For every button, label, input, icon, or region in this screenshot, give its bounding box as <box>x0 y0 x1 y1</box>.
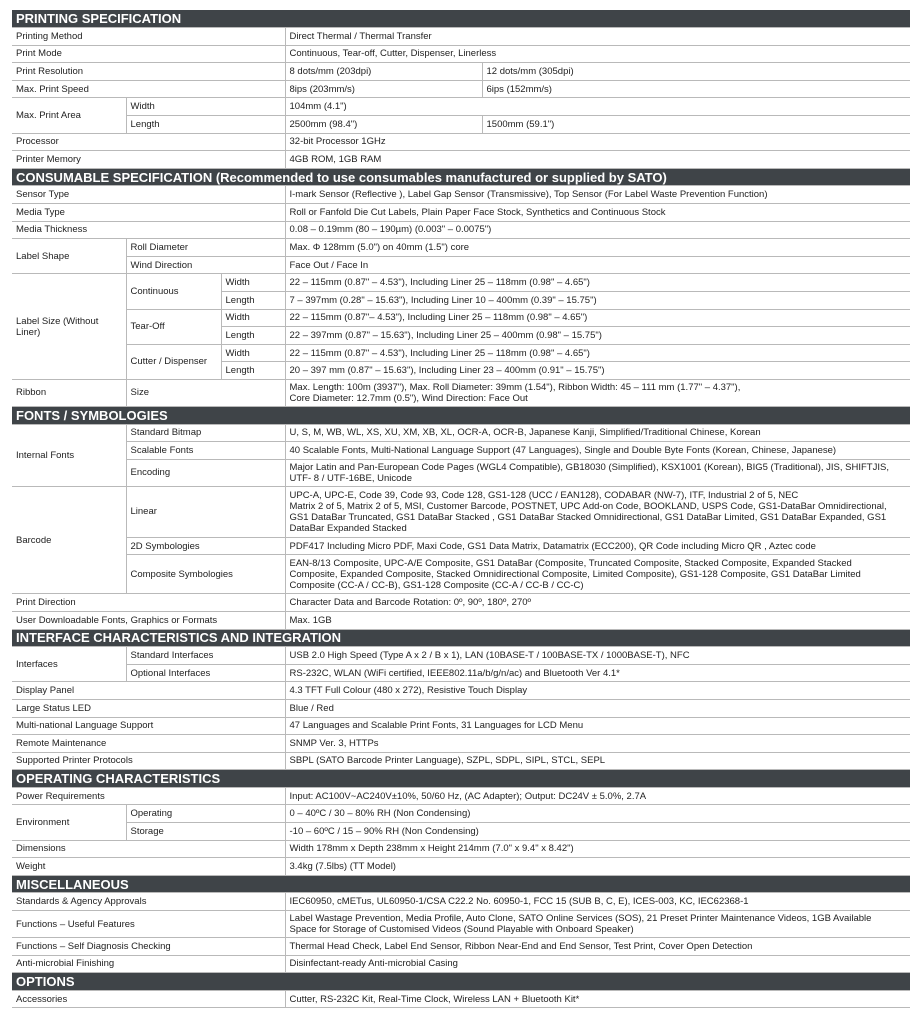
spec-label: Internal Fonts <box>12 424 126 486</box>
spec-value-line: Max. Length: 100m (3937"), Max. Roll Diameter: 39mm (1.54"), Ribbon Width: 45 – 111 mm (1.77" – 4.37"), <box>289 381 741 393</box>
spec-label: Accessories <box>12 990 285 1008</box>
spec-row <box>12 594 910 612</box>
spec-row <box>12 699 910 717</box>
spec-row <box>12 28 910 46</box>
spec-value: Roll or Fanfold Die Cut Labels, Plain Paper Face Stock, Synthetics and Continuous Stock <box>285 204 910 222</box>
spec-label: Print Direction <box>12 594 285 612</box>
section-header-operating: OPERATING CHARACTERISTICS <box>12 770 910 788</box>
spec-label: Label Size (Without Liner) <box>12 274 126 380</box>
spec-value-line: UTF- 8 / UTF-16BE, Unicode <box>289 472 412 484</box>
spec-row <box>12 823 910 841</box>
section-header-printing: PRINTING SPECIFICATION <box>12 10 910 28</box>
spec-row <box>12 858 910 876</box>
spec-row <box>12 555 910 594</box>
spec-sublabel: Composite Symbologies <box>126 555 285 594</box>
spec-label: Max. Print Area <box>12 98 126 133</box>
spec-row <box>12 805 910 823</box>
spec-sublabel: Length <box>221 292 285 310</box>
spec-label: Environment <box>12 805 126 840</box>
spec-label: Supported Printer Protocols <box>12 752 285 770</box>
spec-value-line: GS1 DataBar Truncated, GS1 DataBar Stacked , GS1 DataBar Stacked Omnidirectional, GS1 DataBar Limited, GS1 DataBar Expanded, GS1 <box>289 511 887 523</box>
spec-row <box>12 98 910 116</box>
spec-sublabel: Standard Interfaces <box>126 647 285 665</box>
spec-row <box>12 256 910 274</box>
spec-row <box>12 274 910 292</box>
section-header-options: OPTIONS <box>12 973 910 991</box>
spec-value: 8ips (203mm/s) <box>285 80 482 98</box>
spec-sublabel: Standard Bitmap <box>126 424 285 442</box>
spec-label: Ribbon <box>12 379 126 406</box>
spec-row <box>12 955 910 973</box>
spec-row <box>12 752 910 770</box>
spec-value-line: UPC-A, UPC-E, Code 39, Code 93, Code 128, GS1-128 (UCC / EAN128), CODABAR (NW-7), ITF, Industrial 2 of 5, NEC <box>289 489 799 501</box>
spec-row <box>12 647 910 665</box>
spec-label: Media Thickness <box>12 221 285 239</box>
spec-sublabel: Length <box>221 327 285 345</box>
spec-value: U, S, M, WB, WL, XS, XU, XM, XB, XL, OCR-A, OCR-B, Japanese Kanji, Simplified/Traditional Chinese, Korean <box>285 424 910 442</box>
spec-row <box>12 442 910 460</box>
spec-row <box>12 151 910 169</box>
spec-value-line: Composite (CC-A / CC-B), GS1-128 Composite (CC-A / CC-B / CC-C) <box>289 579 584 591</box>
spec-value: 40 Scalable Fonts, Multi-National Language Support (47 Languages), Single and Double Byte Fonts (Korean, Chinese, Japanese) <box>285 442 910 460</box>
spec-value: 7 – 397mm (0.28" – 15.63"), Including Liner 10 – 400mm (0.39" – 15.75") <box>285 292 910 310</box>
spec-row <box>12 63 910 81</box>
spec-value-line: Core Diameter: 12.7mm (0.5"), Wind Direction: Face Out <box>289 392 528 404</box>
spec-label: Media Type <box>12 204 285 222</box>
spec-value: Thermal Head Check, Label End Sensor, Ribbon Near-End and End Sensor, Test Print, Cover Open Detection <box>285 938 910 956</box>
spec-value: Character Data and Barcode Rotation: 0º, 90º, 180º, 270º <box>285 594 910 612</box>
spec-value: Blue / Red <box>285 699 910 717</box>
spec-value: 3.4kg (7.5lbs) (TT Model) <box>285 858 910 876</box>
spec-value-line: Composite, Expanded Composite, Stacked Omnidirectional Composite, Limited Composite), GS1-128 Composite, GS1 DataBar Limited <box>289 568 861 580</box>
spec-row <box>12 424 910 442</box>
spec-value-line: Label Wastage Prevention, Media Profile, Auto Clone, SATO Online Services (SOS), 21 Preset Printer Maintenance Videos, 1GB Available <box>289 913 872 925</box>
spec-sublabel: Optional Interfaces <box>126 664 285 682</box>
spec-label: Printer Memory <box>12 151 285 169</box>
spec-value-line: Space for Storage of Customised Videos (Sound Playable with Onboard Speaker) <box>289 924 634 936</box>
spec-value <box>285 379 910 406</box>
spec-row <box>12 611 910 629</box>
spec-value: IEC60950, cMETus, UL60950-1/CSA C22.2 No. 60950-1, FCC 15 (SUB B, C, E), ICES-003, KC, IEC62368-1 <box>285 893 910 911</box>
spec-value: Input: AC100V~AC240V±10%, 50/60 Hz, (AC Adapter); Output: DC24V ± 5.0%, 2.7A <box>285 787 910 805</box>
section-header-misc: MISCELLANEOUS <box>12 875 910 893</box>
spec-label: Large Status LED <box>12 699 285 717</box>
spec-row <box>12 186 910 204</box>
spec-label: Interfaces <box>12 647 126 682</box>
spec-value: Continuous, Tear-off, Cutter, Dispenser, Linerless <box>285 45 910 63</box>
spec-sublabel: Length <box>221 362 285 380</box>
spec-label: Functions – Self Diagnosis Checking <box>12 938 285 956</box>
spec-value: PDF417 Including Micro PDF, Maxi Code, GS1 Data Matrix, Datamatrix (ECC200), QR Code including Micro QR , Aztec code <box>285 537 910 555</box>
spec-label: Multi-national Language Support <box>12 717 285 735</box>
spec-value: 0.08 – 0.19mm (80 – 190µm) (0.003" – 0.0075") <box>285 221 910 239</box>
spec-row <box>12 80 910 98</box>
section-header-consumable: CONSUMABLE SPECIFICATION (Recommended to use consumables manufactured or supplied by SATO) <box>12 168 910 186</box>
spec-row <box>12 735 910 753</box>
spec-sublabel: 2D Symbologies <box>126 537 285 555</box>
spec-row <box>12 840 910 858</box>
spec-value: SNMP Ver. 3, HTTPs <box>285 735 910 753</box>
spec-value <box>285 459 910 486</box>
spec-value-line: Matrix 2 of 5, Matrix 2 of 5, MSI, Customer Barcode, POSTNET, UPC Add-on Code, BOOKLAND, USPS Code, GS1-DataBar Omnidirectional, <box>289 500 887 512</box>
spec-row <box>12 486 910 537</box>
spec-table <box>12 10 910 1008</box>
spec-value: 47 Languages and Scalable Print Fonts, 31 Languages for LCD Menu <box>285 717 910 735</box>
spec-label: Dimensions <box>12 840 285 858</box>
spec-row <box>12 990 910 1008</box>
spec-label: Printing Method <box>12 28 285 46</box>
spec-value: Cutter, RS-232C Kit, Real-Time Clock, Wireless LAN + Bluetooth Kit* <box>285 990 910 1008</box>
spec-value: 12 dots/mm (305dpi) <box>482 63 910 81</box>
spec-label: Label Shape <box>12 239 126 274</box>
spec-value-line: Major Latin and Pan-European Code Pages (WGL4 Compatible), GB18030 (Simplified), KSX1001 (Korean), BIG5 (Traditional), JIS, SHIFTJIS, <box>289 461 889 473</box>
spec-row <box>12 116 910 134</box>
spec-value: 4.3 TFT Full Colour (480 x 272), Resistive Touch Display <box>285 682 910 700</box>
spec-sublabel: Tear-Off <box>126 309 221 344</box>
spec-value: USB 2.0 High Speed (Type A x 2 / B x 1), LAN (10BASE-T / 100BASE-TX / 1000BASE-T), NFC <box>285 647 910 665</box>
spec-label: Standards & Agency Approvals <box>12 893 285 911</box>
spec-row <box>12 938 910 956</box>
spec-label: Functions – Useful Features <box>12 911 285 938</box>
spec-sublabel: Width <box>221 309 285 327</box>
spec-label: Weight <box>12 858 285 876</box>
spec-row <box>12 45 910 63</box>
spec-label: Barcode <box>12 486 126 594</box>
spec-value <box>285 911 910 938</box>
spec-label: Remote Maintenance <box>12 735 285 753</box>
spec-value: Face Out / Face In <box>285 256 910 274</box>
spec-value <box>285 486 910 537</box>
spec-label: User Downloadable Fonts, Graphics or Formats <box>12 611 285 629</box>
spec-label: Processor <box>12 133 285 151</box>
spec-row <box>12 717 910 735</box>
spec-value: RS-232C, WLAN (WiFi certified, IEEE802.11a/b/g/n/ac) and Bluetooth Ver 4.1* <box>285 664 910 682</box>
spec-label: Max. Print Speed <box>12 80 285 98</box>
spec-label: Anti-microbial Finishing <box>12 955 285 973</box>
spec-value: Width 178mm x Depth 238mm x Height 214mm (7.0" x 9.4" x 8.42") <box>285 840 910 858</box>
spec-row <box>12 459 910 486</box>
spec-row <box>12 664 910 682</box>
spec-row <box>12 204 910 222</box>
spec-value: 104mm (4.1") <box>285 98 910 116</box>
section-header-interface: INTERFACE CHARACTERISTICS AND INTEGRATION <box>12 629 910 647</box>
spec-sublabel: Roll Diameter <box>126 239 285 257</box>
spec-sublabel: Length <box>126 116 285 134</box>
spec-sublabel: Width <box>221 274 285 292</box>
spec-label: Sensor Type <box>12 186 285 204</box>
spec-sublabel: Encoding <box>126 459 285 486</box>
spec-value: 8 dots/mm (203dpi) <box>285 63 482 81</box>
spec-sublabel: Width <box>126 98 285 116</box>
spec-row <box>12 379 910 406</box>
spec-value: SBPL (SATO Barcode Printer Language), SZPL, SDPL, SIPL, STCL, SEPL <box>285 752 910 770</box>
spec-row <box>12 911 910 938</box>
spec-row <box>12 537 910 555</box>
spec-row <box>12 344 910 362</box>
spec-value: 32-bit Processor 1GHz <box>285 133 910 151</box>
spec-row <box>12 682 910 700</box>
spec-row <box>12 221 910 239</box>
spec-value: -10 – 60ºC / 15 – 90% RH (Non Condensing) <box>285 823 910 841</box>
spec-value: 2500mm (98.4") <box>285 116 482 134</box>
spec-row <box>12 787 910 805</box>
spec-sublabel: Continuous <box>126 274 221 309</box>
spec-value: 22 – 115mm (0.87" – 4.53"), Including Liner 25 – 118mm (0.98" – 4.65") <box>285 344 910 362</box>
spec-sublabel: Size <box>126 379 285 406</box>
spec-value: Max. 1GB <box>285 611 910 629</box>
spec-value: 6ips (152mm/s) <box>482 80 910 98</box>
spec-row <box>12 133 910 151</box>
spec-value: Direct Thermal / Thermal Transfer <box>285 28 910 46</box>
spec-label: Print Resolution <box>12 63 285 81</box>
spec-sublabel: Cutter / Dispenser <box>126 344 221 379</box>
spec-value: 0 – 40ºC / 30 – 80% RH (Non Condensing) <box>285 805 910 823</box>
spec-value-line: EAN-8/13 Composite, UPC-A/E Composite, GS1 DataBar (Composite, Truncated Composite, Stacked Composite, Expanded Stacked <box>289 557 852 569</box>
spec-sublabel: Scalable Fonts <box>126 442 285 460</box>
spec-sublabel: Linear <box>126 486 285 537</box>
spec-value: Max. Φ 128mm (5.0") on 40mm (1.5") core <box>285 239 910 257</box>
spec-value-line: DataBar Expanded Stacked <box>289 522 407 534</box>
spec-sublabel: Width <box>221 344 285 362</box>
spec-value <box>285 555 910 594</box>
spec-value: 20 – 397 mm (0.87" – 15.63"), Including Liner 23 – 400mm (0.91" – 15.75") <box>285 362 910 380</box>
spec-row <box>12 309 910 327</box>
spec-value: 22 – 115mm (0.87" – 4.53"), Including Liner 25 – 118mm (0.98" – 4.65") <box>285 274 910 292</box>
spec-value: 22 – 397mm (0.87" – 15.63"), Including Liner 25 – 400mm (0.98" – 15.75") <box>285 327 910 345</box>
spec-value: 4GB ROM, 1GB RAM <box>285 151 910 169</box>
spec-row <box>12 893 910 911</box>
spec-row <box>12 239 910 257</box>
spec-label: Print Mode <box>12 45 285 63</box>
spec-value: I-mark Sensor (Reflective ), Label Gap Sensor (Transmissive), Top Sensor (For Label Waste Prevention Function) <box>285 186 910 204</box>
spec-value: 1500mm (59.1") <box>482 116 910 134</box>
spec-label: Display Panel <box>12 682 285 700</box>
spec-sublabel: Wind Direction <box>126 256 285 274</box>
spec-label: Power Requirements <box>12 787 285 805</box>
section-header-fonts: FONTS / SYMBOLOGIES <box>12 406 910 424</box>
spec-sublabel: Operating <box>126 805 285 823</box>
spec-value: Disinfectant-ready Anti-microbial Casing <box>285 955 910 973</box>
spec-sublabel: Storage <box>126 823 285 841</box>
spec-value: 22 – 115mm (0.87"– 4.53"), Including Liner 25 – 118mm (0.98" – 4.65") <box>285 309 910 327</box>
